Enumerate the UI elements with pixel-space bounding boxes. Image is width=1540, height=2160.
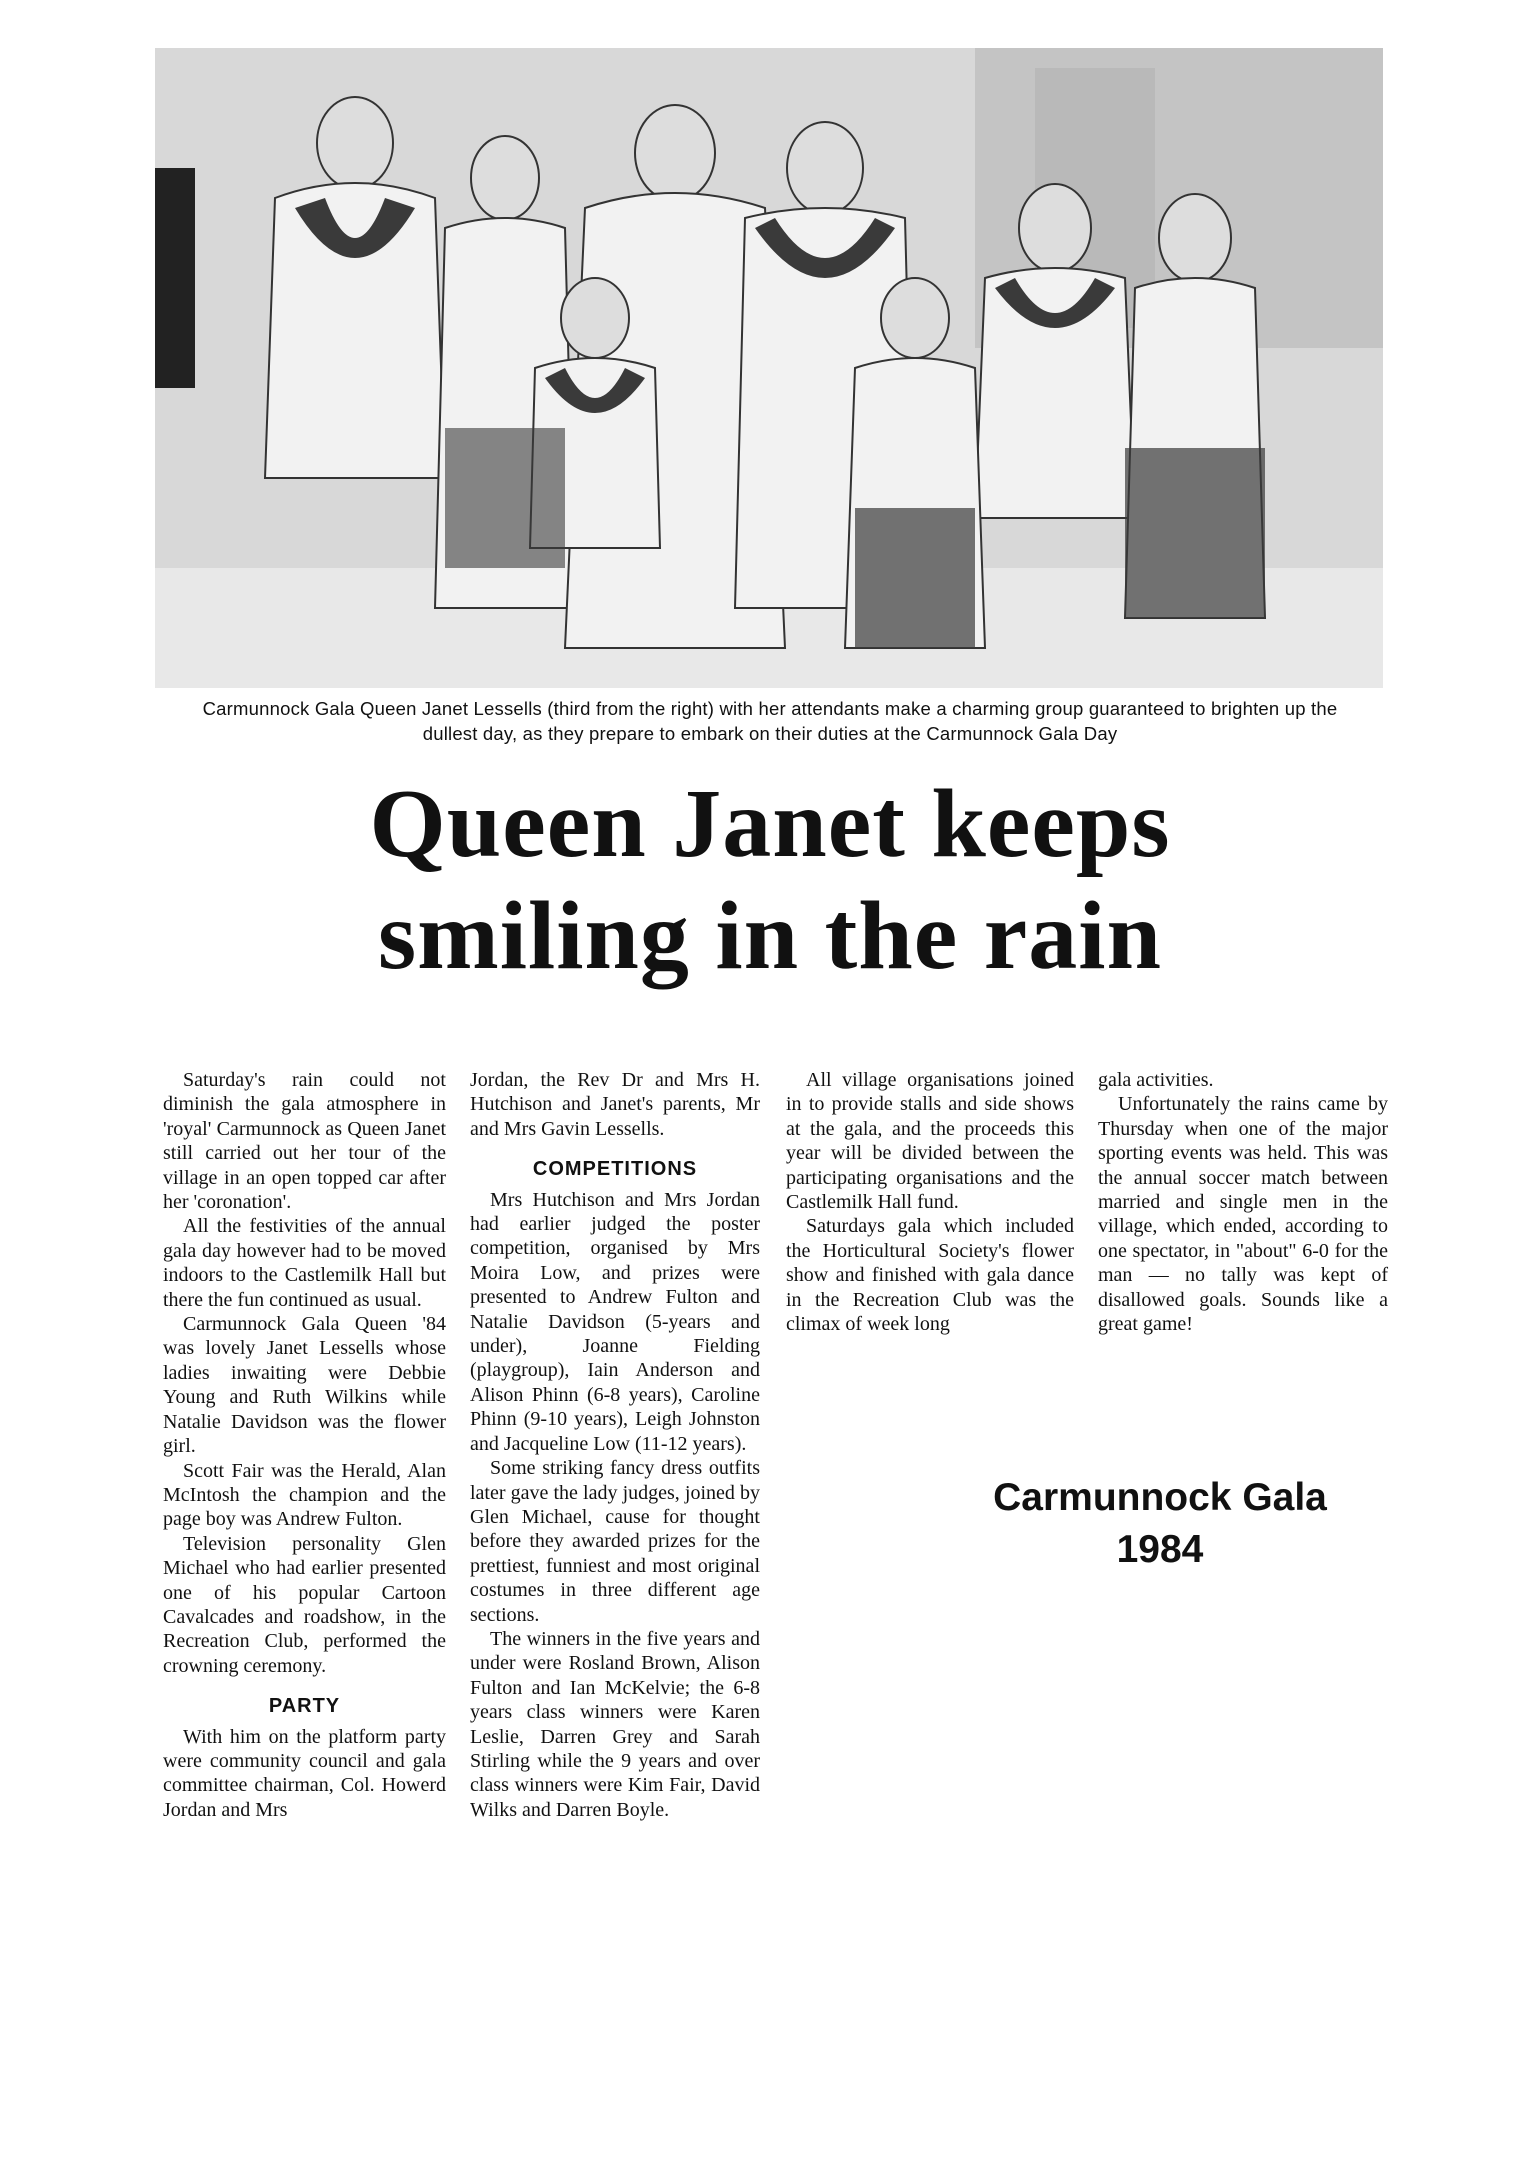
headline — [250, 768, 1290, 992]
section-heading-competitions: COMPETITIONS — [532, 1158, 698, 1181]
headline-line-2: smiling in the rain — [377, 882, 1163, 990]
paragraph: Jordan, the Rev Dr and Mrs H. Hutchison and Janet's parents, Mr and Mrs Gavin Lessells. — [470, 1069, 760, 1140]
paragraph: All the festivities of the annual gala day however had to be moved indoors to the Castlemilk Hall but there the fun continued as usual. — [163, 1215, 446, 1311]
article-column-1 — [163, 1068, 446, 1822]
group-photo-icon — [155, 48, 1383, 688]
article-column-3 — [786, 1068, 1074, 1336]
event-label-line-2: 1984 — [1116, 1528, 1204, 1571]
event-label — [900, 1472, 1420, 1576]
section-heading-party: PARTY — [268, 1695, 341, 1718]
article-column-4 — [1098, 1068, 1388, 1336]
event-label-line-1: Carmunnock Gala — [993, 1476, 1327, 1519]
paragraph: Unfortunately the rains came by Thursday when one of the major sporting events was held. This was the annual soccer match between married and single men in the village, which ended, according to one spectator, in "about" 6-0 for the man — no tally was kept of disallowed goals. Sounds like a great game! — [1098, 1093, 1388, 1336]
headline-line-1: Queen Janet keeps — [369, 770, 1171, 878]
paragraph: Television personality Glen Michael who had earlier presented one of his popular Cartoon Cavalcades and roadshow, in the Recreation Club, performed the crowning ceremony. — [163, 1532, 446, 1677]
paragraph: gala activities. — [1098, 1069, 1214, 1091]
group-photo — [155, 48, 1383, 688]
paragraph: The winners in the five years and under were Rosland Brown, Alison Fulton and Ian McKelvie; the 6-8 years class winners were Karen Leslie, Darren Grey and Sarah Stirling while the 9 years and over class winners were Kim Fair, David Wilks and Darren Boyle. — [470, 1627, 760, 1821]
paragraph: Some striking fancy dress outfits later gave the lady judges, joined by Glen Michael, cause for thought before they awarded prizes for the prettiest, funniest and most original costumes in three different age sections. — [470, 1457, 760, 1626]
paragraph: Saturdays gala which included the Horticultural Society's flower show and finished with gala dance in the Recreation Club was the climax of week long — [786, 1215, 1074, 1336]
photo-caption: Carmunnock Gala Queen Janet Lessells (third from the right) with her attendants make a charming group guaranteed to brighten up the dullest day, as they prepare to embark on their duties at the Carmunnock Gala Day — [202, 698, 1338, 744]
paragraph: All village organisations joined in to provide stalls and side shows at the gala, and the proceeds this year will be divided between the participating organisations and the Castlemilk Hall fund. — [786, 1069, 1074, 1214]
article-column-2 — [470, 1068, 760, 1822]
paragraph: Scott Fair was the Herald, Alan McIntosh the champion and the page boy was Andrew Fulton. — [163, 1459, 446, 1531]
paragraph: Carmunnock Gala Queen '84 was lovely Janet Lessells whose ladies inwaiting were Debbie Young and Ruth Wilkins while Natalie Davidson was the flower girl. — [163, 1313, 446, 1458]
paragraph: With him on the platform party were community council and gala committee chairman, Col. Howerd Jordan and Mrs — [163, 1725, 446, 1821]
paragraph: Mrs Hutchison and Mrs Jordan had earlier judged the poster competition, organised by Mrs Moira Low, and prizes were presented to Andrew Fulton and Natalie Davidson (5-years and under), Joanne Fielding (playgroup), Iain Anderson and Alison Phinn (6-8 years), Caroline Phinn (9-10 years), Leigh Johnston and Jacqueline Low (11-12 years). — [470, 1188, 760, 1455]
paragraph: Saturday's rain could not diminish the gala atmosphere in 'royal' Carmunnock as Queen Janet still carried out her tour of the village in an open topped car after her 'coronation'. — [163, 1069, 446, 1214]
